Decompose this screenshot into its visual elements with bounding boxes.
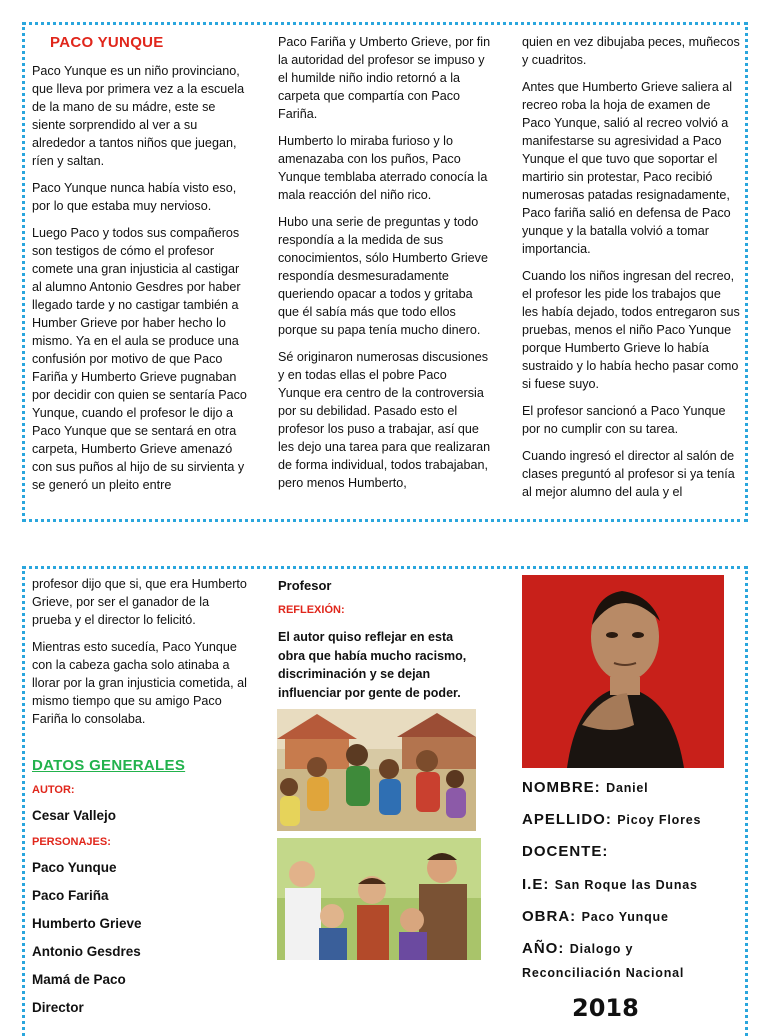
autor-value: Cesar Vallejo [32,808,117,823]
character-item: Paco Yunque [32,860,117,875]
classroom-illustration [277,838,481,960]
autor-label: AUTOR: [32,784,75,796]
nombre-row [522,779,648,797]
paragraph: Paco Fariña y Umberto Grieve, por fin la autoridad del profesor se impuso y el humilde niño indio retornó a la carpeta que compartía con Paco Fariña. [278,35,491,121]
top-column-3 [522,33,740,510]
ie-row [522,876,698,894]
paragraph: Luego Paco y todos sus compañeros son testigos de cómo el profesor comete una gran injusticia al castigar al alumno Antonio Gesdres por haber llegado tarde y no castigar también a Humber Grieve por haber hecho lo mismo. Ya en el aula se produce una confusión por motivo de que Paco Fariña y Humberto Grieve pugnaban por decidir con quien se sentaría Paco Yunque, cuando el profesor le dijo a Paco Yunque que se sentará en otra carpeta, Humberto Grieve amenazó con sus puños al hijo de su sirvienta y se generó un pleito entre [32,226,247,492]
paragraph: Paco Yunque es un niño provinciano, que lleva por primera vez a la escuela de la mano de su mádre, este se siente sorprendido al ver a su alrededor a tantos niños que juegan, ríen y saltan. [32,64,245,168]
docente-label: DOCENTE: [522,843,609,860]
datos-generales-heading: DATOS GENERALES [32,757,186,774]
paragraph: Antes que Humberto Grieve saliera al recreo roba la hoja de examen de Paco Yunque, salió al recreo volvió a manifestarse su agresividad a Paco Yunque el que tuvo que soportar el martirio sin protestar, Paco recibió numerosas patadas resignadamente, Paco fariña salió en defensa de Paco yunque y la batalla volvió a tomar importancia. [522,80,732,256]
paragraph: Paco Yunque nunca había visto eso, por lo que estaba muy nervioso. [32,181,237,213]
paragraph: Sé originaron numerosas discusiones y en todas ellas el pobre Paco Yunque era centro de la controversia por su debilidad. Pasado esto el profesor los puso a trabajar, así que les dejo una tarea para que realizaran de forma individual, todos trabajaban, pero menos Humberto, [278,350,491,490]
paragraph: Cuando los niños ingresan del recreo, el profesor les pide los trabajos que les había dejado, todos entregaron sus pruebas, menos el niño Paco Yunque porque Humberto Grieve lo había sustraido y lo había hecho pasar como si fuese suyo. [522,269,740,391]
paragraph: Humberto lo miraba furioso y lo amenazaba con los puños, Paco Yunque temblaba aterrado conocía la mala reacción del niño rico. [278,134,488,202]
obra-row [522,908,669,926]
author-portrait [522,575,724,768]
anio-row [522,940,633,958]
paragraph: Cuando ingresó el director al salón de clases preguntó al profesor si ya tenía al mejor alumno del aula y el [522,449,735,499]
anio-value-1: Dialogo y [569,942,634,956]
reflexion-label: REFLEXIÓN: [278,604,345,616]
year: 2018 [572,994,639,1022]
character-item: Paco Fariña [32,888,109,903]
character-item: Mamá de Paco [32,972,126,987]
page-title: PACO YUNQUE [50,34,164,51]
top-column-2 [278,33,492,501]
paragraph: El profesor sancionó a Paco Yunque por no cumplir con su tarea. [522,404,726,436]
top-column-1 [32,62,250,503]
anio-label: AÑO: [522,940,565,957]
obra-label: OBRA: [522,908,577,925]
reflexion-text: El autor quiso reflejar en esta obra que había mucho racismo, discriminación y se dejan influenciar por gente de poder. [278,630,467,700]
personajes-label: PERSONAJES: [32,836,111,848]
ie-value: San Roque las Dunas [554,878,698,892]
character-item: Antonio Gesdres [32,944,141,959]
obra-value: Paco Yunque [581,910,669,924]
character-item: Director [32,1000,84,1015]
nombre-label: NOMBRE: [522,779,601,796]
docente-row [522,843,608,861]
paragraph: Mientras esto sucedía, Paco Yunque con la cabeza gacha solo atinaba a llorar por la gran injusticia cometida, al mismo tiempo que su amigo Paco Fariña lo consolaba. [32,640,247,726]
profesor-text: Profesor [278,578,332,593]
ie-label: I.E: [522,876,550,893]
apellido-label: APELLIDO: [522,811,612,828]
character-item: Humberto Grieve [32,916,142,931]
paragraph: profesor dijo que si, que era Humberto Grieve, por ser el ganador de la prueba y el director lo felicitó. [32,577,247,627]
apellido-value: Picoy Flores [617,813,702,827]
paragraph: Hubo una serie de preguntas y todo respondía a la medida de sus conocimientos, sólo Humberto Grieve respondía desmesuradamente queriendo opacar a todos y gritaba que él sabía más que todo ellos porque su papa tenía mucho dinero. [278,215,488,337]
schoolyard-illustration [277,709,476,831]
bottom-column-1 [32,575,250,1017]
nombre-value: Daniel [606,781,649,795]
apellido-row [522,811,701,829]
anio-row-2 [522,964,684,982]
anio-value-2: Reconciliación Nacional [522,966,685,980]
paragraph: quien en vez dibujaba peces, muñecos y cuadritos. [522,35,740,67]
